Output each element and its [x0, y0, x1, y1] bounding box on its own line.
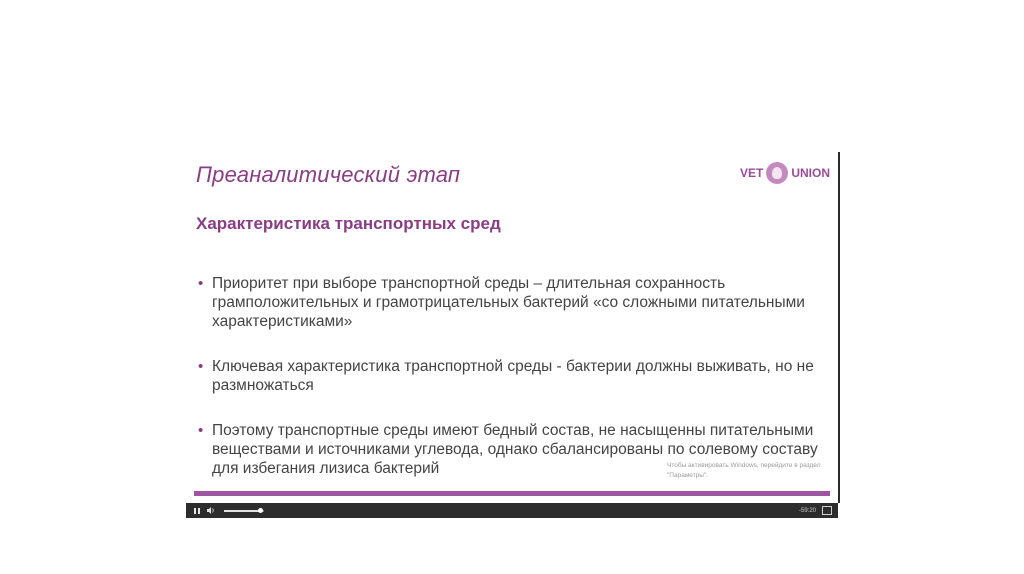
- slide: [186, 152, 840, 503]
- bullet-dot-icon: •: [198, 275, 204, 292]
- slide-subtitle: Характеристика транспортных сред: [196, 214, 501, 233]
- pause-button[interactable]: [190, 503, 204, 518]
- volume-slider[interactable]: [224, 510, 264, 512]
- bullet-item: [196, 357, 826, 395]
- bullet-item: [196, 274, 826, 331]
- volume-knob[interactable]: [258, 508, 263, 513]
- slide-title: Преаналитический этап: [196, 162, 461, 187]
- slide-bottom-rule: [194, 491, 830, 496]
- bullet-text: Поэтому транспортные среды имеют бедный состав, не насыщенны питательными веществами и источниками углевода, однако сбалансированы по солевому составу для избегания лизиса бактерий: [212, 422, 818, 477]
- bullet-text: Ключевая характеристика транспортной среды - бактерии должны выживать, но не размножаться: [212, 358, 814, 394]
- bullet-text: Приоритет при выборе транспортной среды – длительная сохранность грамположительных и грамотрицательных бактерий «со сложными питательными характеристиками»: [212, 275, 805, 330]
- fullscreen-icon[interactable]: [822, 506, 832, 515]
- logo-left-text: VET: [739, 166, 764, 180]
- vet-union-logo: [740, 162, 830, 184]
- bullet-dot-icon: •: [198, 422, 204, 439]
- volume-fill: [224, 510, 260, 512]
- windows-activation-watermark: Чтобы активировать Windows, перейдите в раздел "Параметры".: [667, 462, 821, 479]
- bullet-dot-icon: •: [198, 358, 204, 375]
- time-remaining: -59:20: [798, 507, 816, 514]
- logo-right-text: UNION: [791, 166, 830, 180]
- video-player-controls: [186, 503, 838, 518]
- volume-button[interactable]: [204, 503, 218, 518]
- elephant-icon: [766, 162, 788, 184]
- speaker-icon: [207, 507, 215, 514]
- pause-icon: [194, 508, 200, 514]
